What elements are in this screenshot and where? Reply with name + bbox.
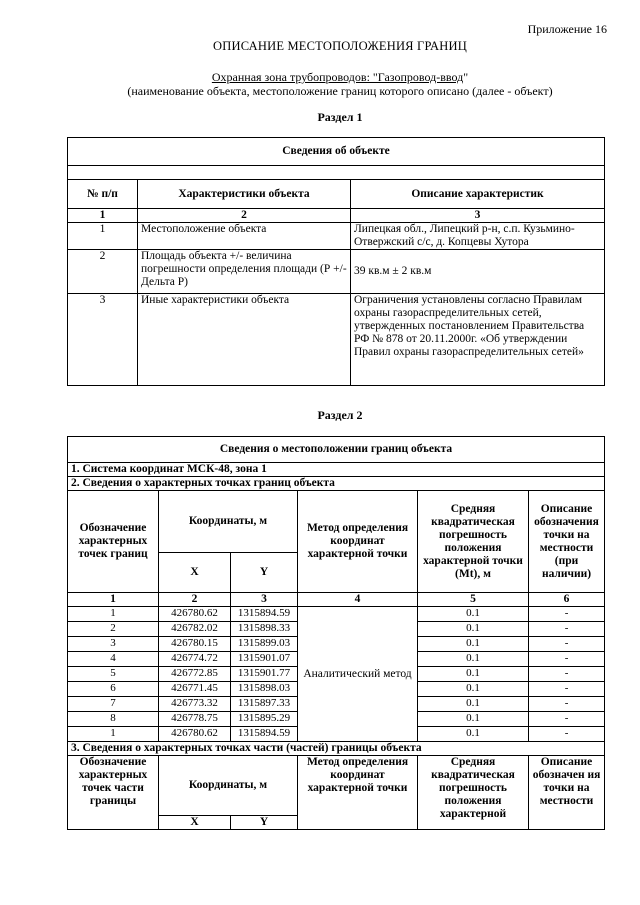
col-number-2: 2	[159, 593, 231, 607]
object-name-quote: "	[463, 70, 469, 84]
section-2-title: Раздел 2	[317, 408, 363, 422]
col-number-3: 3	[231, 593, 298, 607]
part-col-header-coordinates: Координаты, м	[159, 756, 298, 816]
row-characteristic: Местоположение объекта	[138, 223, 351, 250]
point-y: 1315899.03	[231, 637, 298, 652]
object-name-underlined: Охранная зона трубопроводов: "Газопровод-ввод	[211, 70, 464, 84]
point-y: 1315901.07	[231, 652, 298, 667]
row-number: 1	[68, 223, 138, 250]
point-error: 0.1	[418, 637, 529, 652]
point-number: 1	[68, 607, 159, 622]
table-row	[68, 294, 605, 386]
point-x: 426771.45	[159, 682, 231, 697]
part-col-header-point: Обозначение характерных точек части границы	[68, 756, 159, 830]
point-x: 426778.75	[159, 712, 231, 727]
boundary-points-table	[67, 436, 605, 830]
col-header-error: Средняя квадратическая погрешность положения характерной точки (Mt), м	[418, 491, 529, 593]
page-title: ОПИСАНИЕ МЕСТОПОЛОЖЕНИЯ ГРАНИЦ	[213, 39, 467, 53]
point-x: 426774.72	[159, 652, 231, 667]
part-col-header-description: Описание обозначен ия точки на местности	[529, 756, 605, 830]
row-characteristic: Иные характеристики объекта	[138, 294, 351, 386]
row-number: 3	[68, 294, 138, 386]
point-number: 6	[68, 682, 159, 697]
col-number-4: 4	[298, 593, 418, 607]
col-header-number: № п/п	[68, 180, 138, 209]
point-number: 7	[68, 697, 159, 712]
col-header-description: Описание обозначения точки на местности (при наличии)	[529, 491, 605, 593]
row-number: 2	[68, 250, 138, 294]
col-number-1: 1	[68, 593, 159, 607]
part-col-header-error: Средняя квадратическая погрешность положения характерной	[418, 756, 529, 830]
point-x: 426772.85	[159, 667, 231, 682]
object-info-table-title: Сведения об объекте	[68, 138, 605, 166]
point-number: 8	[68, 712, 159, 727]
point-error: 0.1	[418, 682, 529, 697]
col-header-description: Описание характеристик	[351, 180, 605, 209]
point-x: 426780.62	[159, 607, 231, 622]
point-error: 0.1	[418, 667, 529, 682]
point-description: -	[529, 712, 605, 727]
row-description: 39 кв.м ± 2 кв.м	[351, 250, 605, 294]
point-error: 0.1	[418, 622, 529, 637]
part-col-header-method: Метод определения координат характерной точки	[298, 756, 418, 830]
characteristic-points-heading: 2. Сведения о характерных точках границ объекта	[68, 477, 605, 491]
point-description: -	[529, 607, 605, 622]
point-y: 1315895.29	[231, 712, 298, 727]
point-error: 0.1	[418, 727, 529, 742]
point-x: 426773.32	[159, 697, 231, 712]
col-header-point: Обозначение характерных точек границ	[68, 491, 159, 593]
point-error: 0.1	[418, 712, 529, 727]
object-name	[0, 70, 640, 85]
coordinate-system-row: 1. Система координат МСК-48, зона 1	[68, 463, 605, 477]
point-error: 0.1	[418, 697, 529, 712]
object-note: (наименование объекта, местоположение границ которого описано (далее - объект)	[127, 84, 553, 98]
point-description: -	[529, 622, 605, 637]
point-description: -	[529, 697, 605, 712]
method-value: Аналитический метод	[298, 607, 418, 742]
point-description: -	[529, 667, 605, 682]
point-number: 3	[68, 637, 159, 652]
point-error: 0.1	[418, 652, 529, 667]
point-x: 426780.62	[159, 727, 231, 742]
point-y: 1315894.59	[231, 727, 298, 742]
part-col-header-y: Y	[231, 816, 298, 830]
row-description: Ограничения установлены согласно Правилам охраны газораспределительных сетей, утвержденных постановлением Правительства РФ № 878 от 20.11.2000г. «Об утверждении Правил охраны газораспределительных сетей»	[351, 294, 605, 386]
point-number: 1	[68, 727, 159, 742]
col-number-6: 6	[529, 593, 605, 607]
point-number: 2	[68, 622, 159, 637]
point-x: 426782.02	[159, 622, 231, 637]
table-row	[68, 250, 605, 294]
col-header-coordinates: Координаты, м	[159, 491, 298, 553]
point-y: 1315898.03	[231, 682, 298, 697]
appendix-label: Приложение 16	[527, 22, 607, 36]
row-characteristic: Площадь объекта +/- величина погрешности определения площади (Р +/- Дельта Р)	[138, 250, 351, 294]
col-header-x: X	[159, 553, 231, 593]
point-x: 426780.15	[159, 637, 231, 652]
part-col-header-x: X	[159, 816, 231, 830]
col-header-y: Y	[231, 553, 298, 593]
boundary-table-title: Сведения о местоположении границ объекта	[68, 437, 605, 463]
col-header-method: Метод определения координат характерной точки	[298, 491, 418, 593]
spacer-row	[68, 166, 605, 180]
part-points-heading: 3. Сведения о характерных точках части (частей) границы объекта	[68, 742, 605, 756]
point-number: 4	[68, 652, 159, 667]
point-description: -	[529, 637, 605, 652]
col-number-2: 2	[138, 209, 351, 223]
point-y: 1315898.33	[231, 622, 298, 637]
col-number-3: 3	[351, 209, 605, 223]
point-y: 1315901.77	[231, 667, 298, 682]
point-description: -	[529, 727, 605, 742]
col-header-characteristic: Характеристики объекта	[138, 180, 351, 209]
point-error: 0.1	[418, 607, 529, 622]
col-number-5: 5	[418, 593, 529, 607]
table-row	[68, 607, 605, 622]
row-description: Липецкая обл., Липецкий р-н, с.п. Кузьмино-Отвержский с/с, д. Копцевы Хутора	[351, 223, 605, 250]
table-row	[68, 223, 605, 250]
col-number-1: 1	[68, 209, 138, 223]
section-1-title: Раздел 1	[317, 110, 363, 124]
point-description: -	[529, 652, 605, 667]
object-info-table	[67, 137, 605, 386]
point-number: 5	[68, 667, 159, 682]
point-y: 1315894.59	[231, 607, 298, 622]
point-description: -	[529, 682, 605, 697]
point-y: 1315897.33	[231, 697, 298, 712]
